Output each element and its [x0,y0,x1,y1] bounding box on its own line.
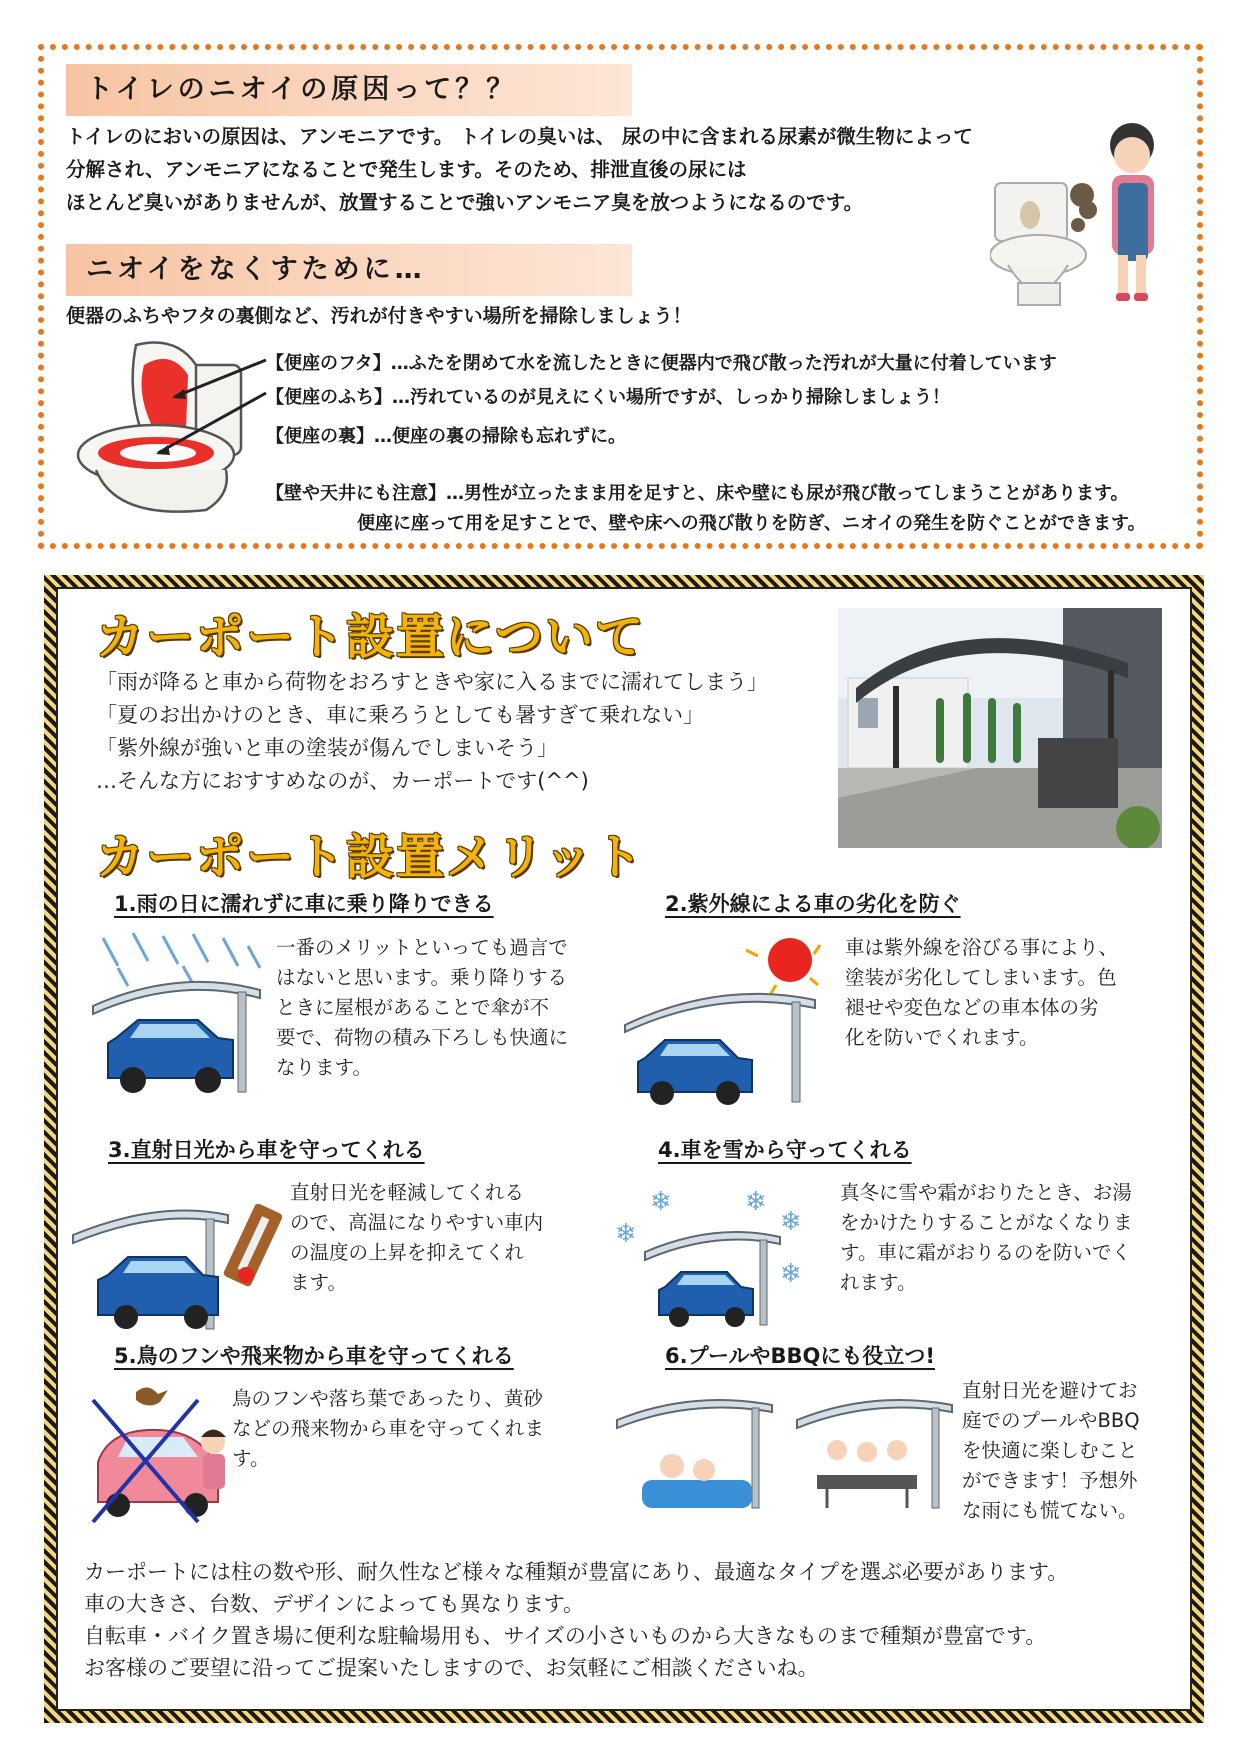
merit-desc-line: 直射日光を避けてお [962,1379,1138,1402]
odor-item-lid: 【便座のフタ】…ふたを閉めて水を流したときに便器内で飛び散った汚れが大量に付着しています [266,353,1057,374]
merit-desc-6 [962,1376,1140,1526]
merit-desc-line: 塗装が劣化してしまいます。色 [845,966,1117,989]
smelly-toilet-illustration [990,115,1170,310]
odor-title-band [66,64,632,116]
merit-desc-line: なります。 [276,1056,372,1079]
snow-carport-illustration [615,1182,815,1330]
svg-text:❄: ❄ [780,1259,802,1289]
merit-heading-6: 6.プールやBBQにも役立つ! [665,1344,935,1368]
merit-desc-line: 車は紫外線を浴びる事により、 [845,936,1119,959]
rain-carport-illustration [88,928,268,1098]
odor-item-wall: 【壁や天井にも注意】…男性が立ったまま用を足すと、床や壁にも尿が飛び散ってしまうことがあります。 [266,483,1129,504]
odor-item-rim: 【便座のふち】…汚れているのが見えにくい場所ですが、しっかり掃除しましょう！ [266,387,950,408]
carport-merit-title: カーポート設置メリット [96,829,645,885]
merit-desc-line: 一番のメリットといっても過言で [276,936,568,959]
merit-heading-1: 1.雨の日に濡れずに車に乗り降りできる [114,892,494,916]
merit-desc-line: などの飛来物から車を守ってくれま [232,1417,545,1440]
merit-desc-line: 真冬に雪や霜がおりたとき、お湯 [840,1181,1132,1204]
intro-line: 「夏のお出かけのとき、車に乗ろうとしても暑すぎて乗れない」 [96,703,705,727]
merit-desc-line: はないと思います。乗り降りする [276,966,567,989]
odor-item-wall-note: 便座に座って用を足すことで、壁や床への飛び散りを防ぎ、ニオイの発生を防ぐことができます。 [357,513,1146,534]
merit-desc-3 [290,1178,543,1298]
uv-sun-carport-illustration [620,930,830,1105]
odor-subtitle: ニオイをなくすために… [86,254,426,285]
odor-item-underside: 【便座の裏】…便座の裏の掃除も忘れずに。 [266,426,626,447]
carport-photo [838,608,1162,848]
svg-text:❄: ❄ [745,1187,767,1217]
odor-paragraph-line: トイレのにおいの原因は、アンモニアです。 トイレの臭いは、 尿の中に含まれる尿素が微生物によって [66,125,973,148]
merit-heading-2: 2.紫外線による車の劣化を防ぐ [665,892,961,916]
merit-desc-line: を快適に楽しむこと [962,1439,1138,1462]
svg-text:❄: ❄ [780,1207,802,1237]
intro-line: 「雨が降ると車から荷物をおろすときや家に入るまでに濡れてしまう」 [96,670,768,694]
intro-line: …そんな方におすすめなのが、カーポートです(^^) [96,769,589,793]
footer-line: 車の大きさ、台数、デザインによっても異なります。 [84,1592,585,1616]
carport-footer [84,1556,1068,1684]
merit-desc-line: をかけたりすることがなくなりま [840,1211,1133,1234]
carport-title: カーポート設置について [96,609,646,665]
merit-desc-line: 直射日光を軽減してくれる [290,1181,525,1204]
merit-desc-line: す。車に霜がおりるのを防いでく [840,1241,1131,1264]
merit-heading-3: 3.直射日光から車を守ってくれる [108,1138,425,1162]
merit-desc-2 [845,933,1118,1053]
odor-title: トイレのニオイの原因って？？ [86,74,518,105]
merit-desc-line: 要で、荷物の積み下ろしも快適に [276,1026,569,1049]
merit-desc-line: 鳥のフンや落ち葉であったり、黄砂 [232,1387,544,1410]
merit-desc-4 [840,1178,1133,1298]
merit-desc-line: ときに屋根があることで傘が不 [276,996,550,1019]
merit-desc-line: の温度の上昇を抑えてくれ [290,1241,525,1264]
merit-desc-1 [276,933,568,1083]
merit-desc-line: す。 [232,1447,270,1470]
footer-line: 自転車・バイク置き場に便利な駐輪場用も、サイズの小さいものから大きなものまで種類が豊富です。 [84,1624,1047,1648]
svg-text:❄: ❄ [650,1187,672,1217]
merit-desc-line: 庭でのプールやBBQ [962,1409,1140,1432]
merit-desc-line: 褪せや変色などの車本体の劣 [845,996,1099,1019]
odor-paragraph-line: ほとんど臭いがありませんが、放置することで強いアンモニア臭を放つようになるのです。 [66,191,864,214]
bird-dropping-car-illustration [88,1382,238,1532]
merit-desc-line: 化を防いでくれます。 [845,1026,1039,1049]
sunlight-carport-illustration [68,1175,293,1335]
footer-line: お客様のご要望に沿ってご提案いたしますので、お気軽にご相談くださいね。 [84,1656,819,1680]
odor-paragraph-line: 分解され、アンモニアになることで発生します。そのため、排泄直後の尿には [66,158,747,181]
merit-desc-line: ます。 [290,1271,347,1294]
carport-intro [96,666,768,798]
merit-desc-5 [232,1384,544,1474]
footer-line: カーポートには柱の数や形、耐久性など様々な種類が豊富にあり、最適なタイプを選ぶ必要があります。 [84,1560,1069,1584]
odor-lead: 便器のふちやフタの裏側など、汚れが付きやすい場所を掃除しましょう！ [66,305,692,327]
merit-heading-4: 4.車を雪から守ってくれる [658,1138,912,1162]
toilet-cleaning-illustration [76,335,276,525]
merit-desc-line: ができます！予想外 [962,1469,1138,1492]
merit-heading-5: 5.鳥のフンや飛来物から車を守ってくれる [114,1344,514,1368]
odor-subtitle-band [66,244,632,296]
merit-desc-line: れます。 [840,1271,917,1294]
merit-desc-line: ので、高温になりやすい車内 [290,1211,544,1234]
pool-bbq-carport-illustration [612,1380,962,1515]
svg-text:❄: ❄ [615,1219,637,1249]
odor-paragraph [66,120,1076,219]
intro-line: 「紫外線が強いと車の塗装が傷んでしまいそう」 [96,736,558,760]
merit-desc-line: な雨にも慌てない。 [962,1499,1138,1522]
